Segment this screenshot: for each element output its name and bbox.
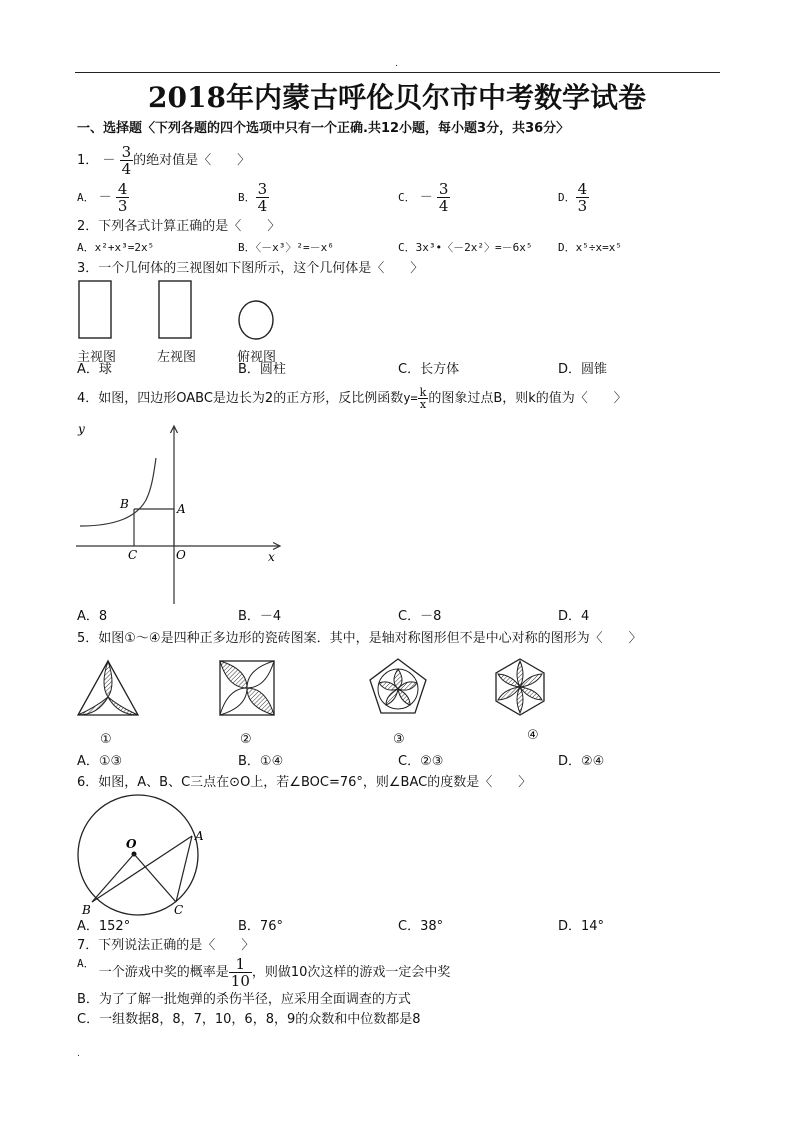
tile-pentagon bbox=[370, 659, 426, 713]
q6-option-d[interactable]: D．14° bbox=[558, 919, 605, 934]
q2-option-a[interactable]: A．x²+x³=2x⁵ bbox=[77, 241, 155, 254]
circle-symbol: ⊙ bbox=[229, 775, 241, 790]
question-7: 7．下列说法正确的是〈 〉 bbox=[77, 938, 255, 953]
square-top-right bbox=[134, 509, 174, 546]
label-x: x bbox=[268, 550, 275, 564]
q4-option-c[interactable]: C．－8 bbox=[398, 609, 442, 624]
q3-option-a[interactable]: A．球 bbox=[77, 362, 112, 377]
q6-circle-figure bbox=[74, 796, 214, 916]
question-5: 5．如图①～④是四种正多边形的瓷砖图案．其中，是轴对称图形但不是中心对称的图形为〈 〉 bbox=[77, 631, 642, 646]
q4-option-b[interactable]: B．－4 bbox=[238, 609, 282, 624]
q2-option-c[interactable]: C．3x³•〈－2x²〉=－6x⁵ bbox=[398, 241, 533, 254]
label-b: B bbox=[82, 903, 91, 917]
label-c: C bbox=[174, 903, 184, 917]
q5-option-b[interactable]: B．①④ bbox=[238, 754, 284, 769]
footer-dot: . bbox=[77, 1049, 80, 1059]
q1-option-a[interactable]: A． － $\frac{4}{3}$ bbox=[77, 180, 128, 215]
question-6: 6．如图，A、B、C三点在⊙O上，若∠BOC=76°，则∠BAC的度数是〈 〉 bbox=[77, 775, 532, 790]
page-title: 2018年内蒙古呼伦贝尔市中考数学试卷 bbox=[148, 81, 646, 114]
q4-graph bbox=[74, 422, 294, 607]
view-label-side: 左视图 bbox=[157, 350, 197, 365]
q6-option-c[interactable]: C．38° bbox=[398, 919, 444, 934]
q3-option-b[interactable]: B．圆柱 bbox=[238, 362, 286, 377]
tile-square bbox=[220, 661, 274, 715]
q5-option-c[interactable]: C．②③ bbox=[398, 754, 444, 769]
section-heading: 一、选择题〈下列各题的四个选项中只有一个正确.共12小题，每小题3分，共36分〉 bbox=[77, 121, 570, 136]
label-c: C bbox=[128, 548, 138, 562]
caption-4: ④ bbox=[527, 728, 539, 743]
question-4: 4．如图，四边形OABC是边长为2的正方形，反比例函数y= $\frac{k}{x}$ 的图象过点B，则k的值为〈 〉 bbox=[77, 386, 627, 411]
label-a: A bbox=[177, 502, 186, 516]
caption-1: ① bbox=[100, 732, 112, 747]
q2-option-d[interactable]: D．x⁵÷x=x⁵ bbox=[558, 241, 622, 254]
label-o: O bbox=[176, 548, 186, 562]
q5-option-d[interactable]: D．②④ bbox=[558, 754, 605, 769]
front-view-rect bbox=[79, 281, 111, 338]
tile-hexagon bbox=[496, 659, 544, 715]
q7-option-b[interactable]: B．为了了解一批炮弹的杀伤半径，应采用全面调查的方式 bbox=[77, 992, 411, 1007]
caption-3: ③ bbox=[393, 732, 405, 747]
q1-option-d[interactable]: D． $\frac{4}{3}$ bbox=[558, 180, 588, 215]
q5-option-a[interactable]: A．①③ bbox=[77, 754, 123, 769]
view-label-top: 俯视图 bbox=[237, 350, 277, 365]
label-o: O bbox=[126, 837, 137, 851]
q2-option-b[interactable]: B．〈－x³〉²=－x⁶ bbox=[238, 241, 334, 254]
view-label-front: 主视图 bbox=[77, 350, 117, 365]
question-2: 2．下列各式计算正确的是〈 〉 bbox=[77, 219, 281, 234]
q4-option-a[interactable]: A．8 bbox=[77, 609, 108, 624]
side-view-rect bbox=[159, 281, 191, 338]
q6-option-b[interactable]: B．76° bbox=[238, 919, 283, 934]
question-3: 3．一个几何体的三视图如下图所示，这个几何体是〈 〉 bbox=[77, 261, 424, 276]
tile-patterns bbox=[74, 655, 594, 725]
q1-option-b[interactable]: B． $\frac{3}{4}$ bbox=[238, 180, 268, 215]
label-a: A bbox=[195, 829, 204, 843]
q3-option-d[interactable]: D．圆锥 bbox=[558, 362, 608, 377]
three-views-figure bbox=[76, 279, 286, 341]
q7-option-c[interactable]: C．一组数据8，8，7，10，6，8，9的众数和中位数都是8 bbox=[77, 1012, 421, 1027]
label-y: y bbox=[78, 422, 85, 436]
top-view-circle bbox=[239, 301, 273, 339]
hyperbola-curve bbox=[80, 458, 156, 526]
question-1: 1． － $\frac{3}{4}$ 的绝对值是〈 〉 bbox=[77, 143, 251, 178]
q3-option-c[interactable]: C．长方体 bbox=[398, 362, 460, 377]
header-dot: . bbox=[395, 59, 398, 69]
q7-option-a[interactable]: $^{A.}$ 一个游戏中奖的概率是 $\frac{1}{10}$ ，则做10次这样的游戏一定会中奖 bbox=[77, 955, 451, 990]
tile-triangle bbox=[78, 661, 138, 715]
label-b: B bbox=[120, 497, 129, 511]
q6-option-a[interactable]: A．152° bbox=[77, 919, 131, 934]
header-rule bbox=[75, 72, 720, 73]
caption-2: ② bbox=[240, 732, 252, 747]
q4-option-d[interactable]: D．4 bbox=[558, 609, 590, 624]
q1-option-c[interactable]: C． － $\frac{3}{4}$ bbox=[398, 180, 449, 215]
